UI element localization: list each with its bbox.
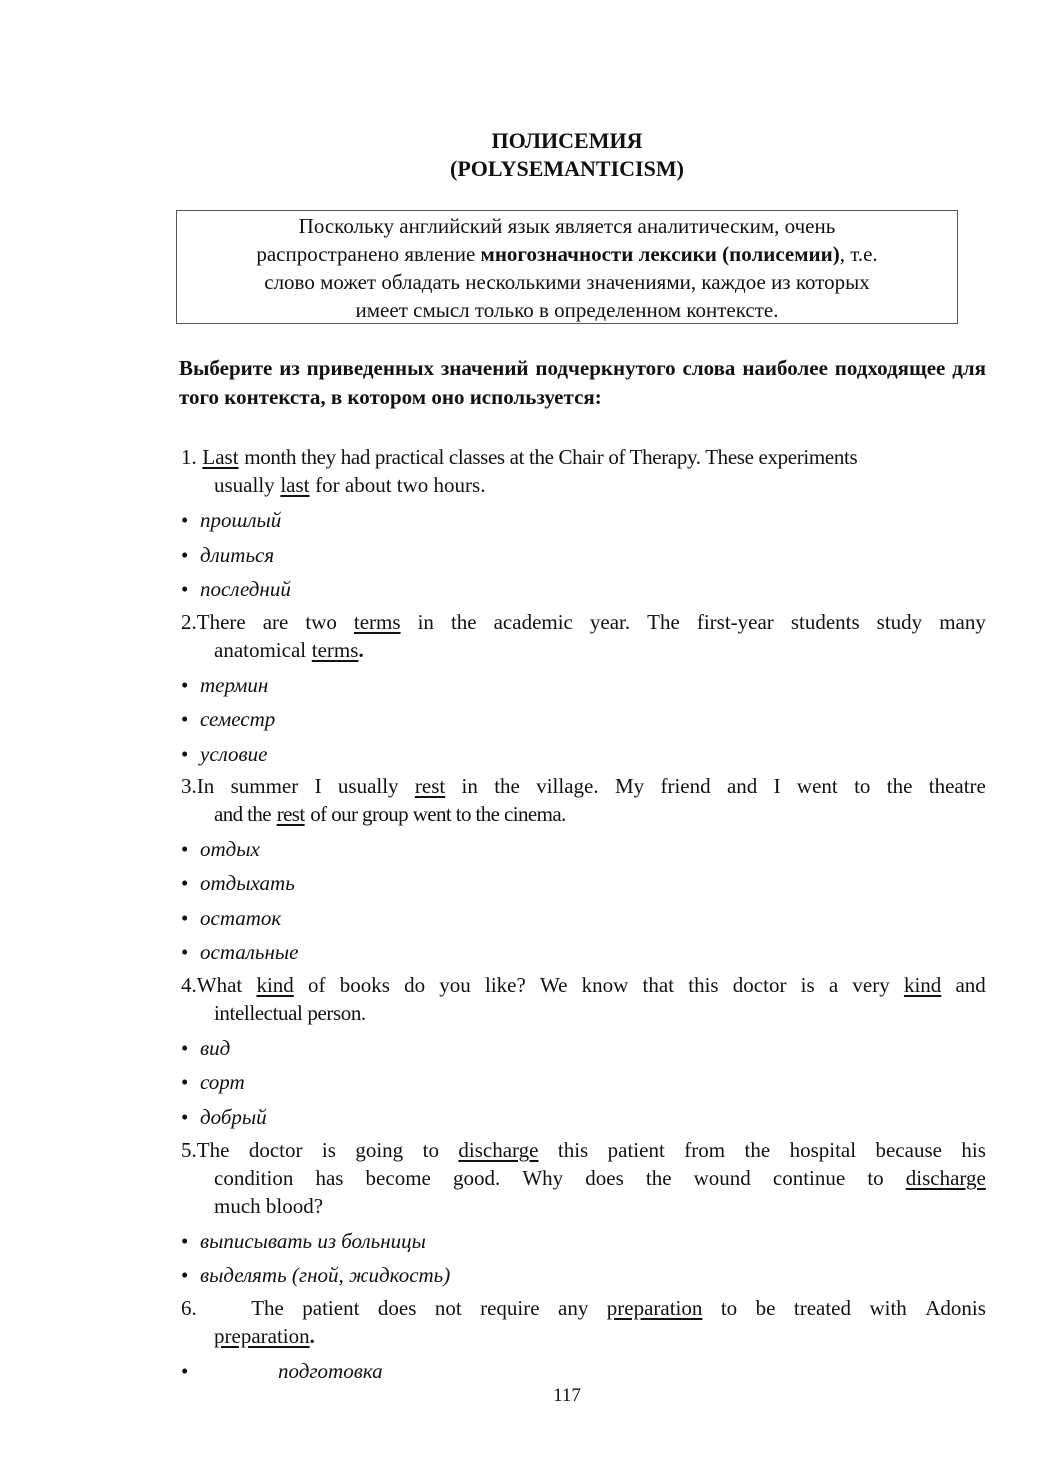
option-item: • термин [181,673,269,697]
question-4 [181,971,986,1027]
option-item: • отдыхать [181,871,295,895]
question-3-line-2: and the rest of our group went to the cinema. [214,802,566,826]
option-item: • сорт [181,1070,245,1094]
question-5-line-1: 5.The doctor is going to discharge this patient from the hospital because his [181,1138,986,1162]
question-1-line-1: 1. Last month they had practical classes at the Chair of Therapy. These experiments [181,445,858,469]
instructions: Выберите из приведенных значений подчеркнутого слова наиболее подходящее для того контекста, в котором оно используется: [179,356,986,409]
underlined-word: kind [903,973,942,997]
question-4-line-1: 4.What kind of books do you like? We know that this doctor is a very kind and [181,973,986,997]
option-item: • последний [181,577,291,601]
question-6 [181,1294,986,1350]
question-3-line-1: 3.In summer I usually rest in the village. My friend and I went to the theatre [181,774,986,798]
underlined-word: Last [202,445,239,469]
underlined-word: terms [311,638,359,662]
question-3 [181,772,986,828]
question-1-line-2: usually last for about two hours. [214,473,486,497]
option-item: • добрый [181,1105,267,1129]
page-subtitle: (POLYSEMANTICISM) [450,156,684,181]
underlined-word: preparation [214,1324,310,1348]
underlined-word: last [280,473,310,497]
option-item: • вид [181,1036,231,1060]
option-item: • условие [181,742,268,766]
underlined-word: discharge [905,1166,986,1190]
underlined-word: rest [414,774,446,798]
page-title: ПОЛИСЕМИЯ [491,128,643,153]
question-2-line-1: 2.There are two terms in the academic year. The first-year students study many [181,610,986,634]
option-item: • остаток [181,906,282,930]
option-item: • остальные [181,940,299,964]
question-6-line-1: 6. The patient does not require any preparation to be treated with Adonis [181,1296,986,1320]
underlined-word: preparation [606,1296,703,1320]
question-2 [181,608,986,664]
option-item: • выписывать из больницы [181,1229,426,1253]
question-6-line-2: preparation. [214,1324,315,1348]
underlined-word: rest [276,802,305,826]
option-item: • отдых [181,837,260,861]
underlined-word: discharge [458,1138,539,1162]
question-1 [181,443,986,499]
option-item: • выделять (гной, жидкость) [181,1263,451,1287]
option-item: • длиться [181,543,275,567]
info-line-3: слово может обладать несколькими значениями, каждое из которых [264,270,870,294]
page-number: 117 [553,1385,581,1406]
question-5 [181,1136,986,1220]
info-box [176,210,958,324]
underlined-word: terms [353,610,401,634]
question-4-line-2: intellectual person. [214,1001,366,1025]
info-line-4: имеет смысл только в определенном контексте. [355,298,779,322]
option-item: • подготовка [181,1359,383,1383]
info-line-2: распространено явление многозначности лексики (полисемии), т.е. [256,242,878,266]
question-2-line-2: anatomical terms. [214,638,364,662]
info-bold-term: многозначности лексики (полисемии) [480,242,840,266]
underlined-word: kind [256,973,294,997]
option-item: • семестр [181,707,276,731]
question-5-line-2: condition has become good. Why does the wound continue to discharge [214,1166,986,1190]
option-item: • прошлый [181,508,282,532]
info-line-1: Поскольку английский язык является аналитическим, очень [298,214,836,238]
question-5-line-3: much blood? [214,1194,324,1218]
